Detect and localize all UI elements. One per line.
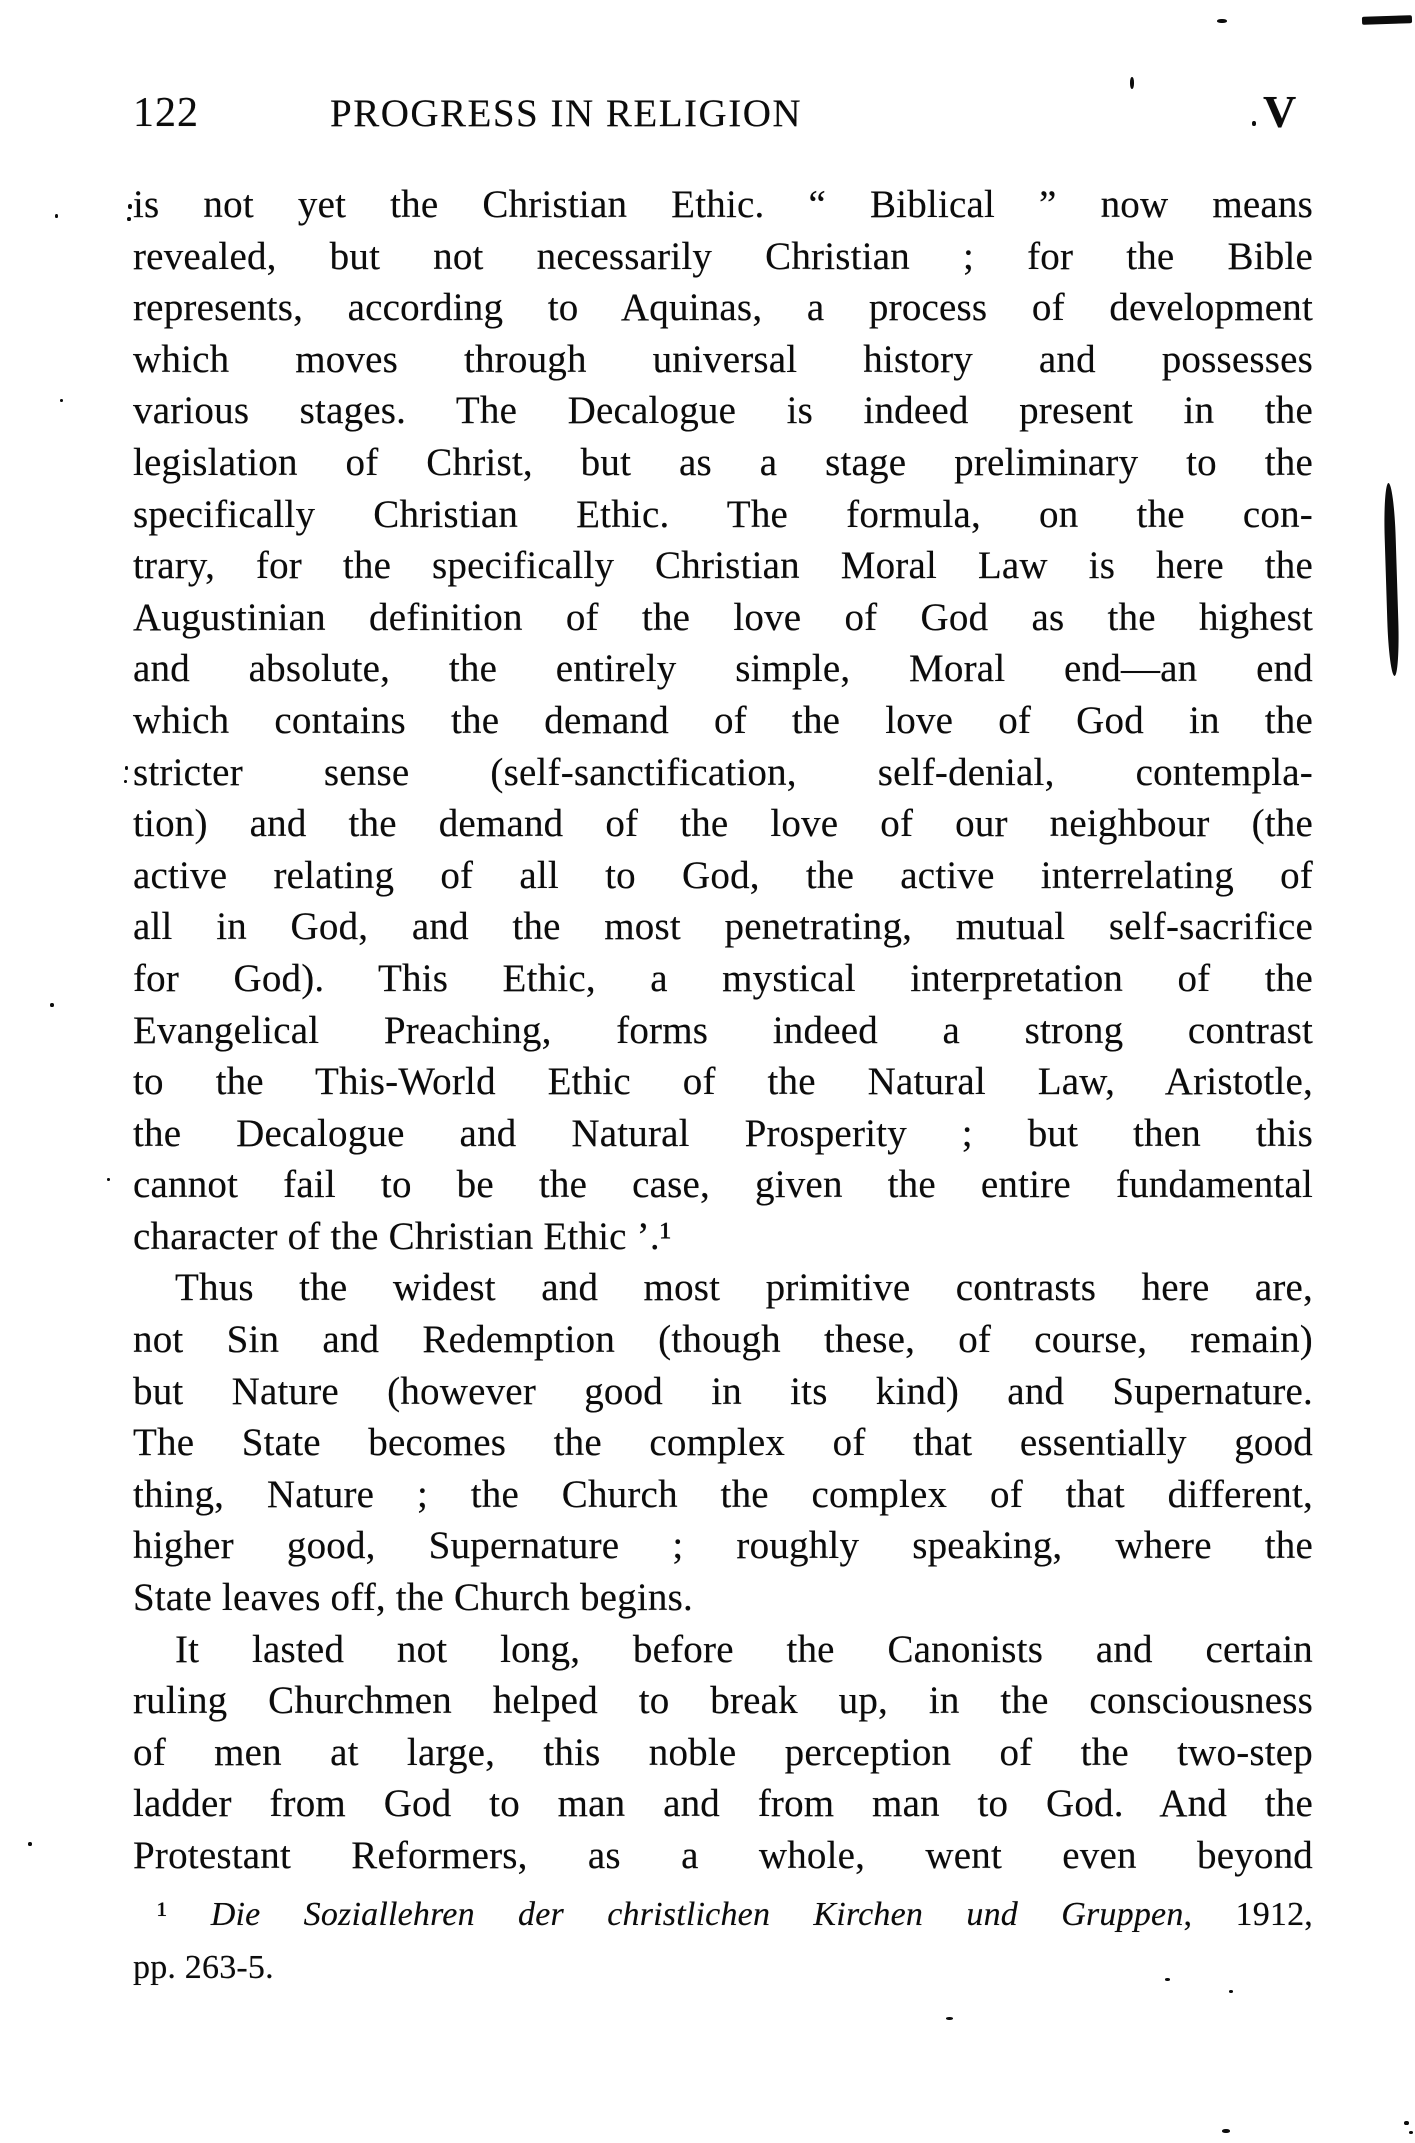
text-line: Augustinian definition of the love of God as the highest <box>133 595 1313 639</box>
speck <box>60 399 63 402</box>
speck <box>127 217 131 221</box>
running-title: PROGRESS IN RELIGION <box>330 92 803 135</box>
text-line: character of the Christian Ethic ’.¹ <box>133 1214 672 1258</box>
speck <box>107 1178 110 1181</box>
text-line: Protestant Reformers, as a whole, went even beyond <box>133 1834 1313 1877</box>
top-small-dash <box>1217 19 1227 23</box>
footnote-title-suffix: , 1912, <box>1183 1896 1314 1933</box>
body-text <box>133 179 1313 1882</box>
text-line: revealed, but not necessarily Christian ; for the Bible <box>133 234 1313 278</box>
text-line: stricter sense (self-sanctification, self-denial, contempla- <box>133 750 1313 794</box>
chapter-numeral: V <box>1263 86 1297 137</box>
dot-near-numeral <box>1252 121 1256 126</box>
speck <box>946 2017 953 2020</box>
text-line: all in God, and the most penetrating, mutual self-sacrifice <box>133 905 1313 949</box>
text-line: for God). This Ethic, a mystical interpretation of the <box>133 956 1313 1000</box>
speck <box>1222 2129 1230 2133</box>
speck <box>124 780 127 783</box>
text-line: State leaves off, the Church begins. <box>133 1576 693 1620</box>
footnote <box>133 1891 1313 1991</box>
text-line: to the This-World Ethic of the Natural Law, Aristotle, <box>133 1060 1313 1104</box>
text-line: trary, for the specifically Christian Moral Law is here the <box>133 544 1313 588</box>
speck <box>1404 2121 1409 2125</box>
right-margin-ink-blob <box>1383 483 1400 676</box>
page-number: 122 <box>133 90 199 136</box>
footnote-page-ref: pp. 263-5. <box>133 1949 274 1986</box>
text-line: tion) and the demand of the love of our neighbour (the <box>133 802 1313 846</box>
speck <box>128 204 132 209</box>
text-line: specifically Christian Ethic. The formula, on the con- <box>133 492 1313 536</box>
speck <box>1229 1990 1233 1993</box>
text-line: thing, Nature ; the Church the complex of that different, <box>133 1472 1313 1516</box>
text-line: It lasted not long, before the Canonists and certain <box>175 1627 1313 1671</box>
text-line: which moves through universal history and possesses <box>133 337 1313 381</box>
text-line: is not yet the Christian Ethic. “ Biblical ” now means <box>133 183 1313 226</box>
speck <box>1165 1978 1170 1981</box>
speck <box>50 1003 54 1007</box>
text-line: active relating of all to God, the active interrelating of <box>133 853 1313 897</box>
text-line: The State becomes the complex of that essentially good <box>133 1421 1313 1465</box>
footnote-title: Die Soziallehren der christlichen Kirchen und Gruppen <box>210 1896 1184 1933</box>
speck <box>28 1842 32 1846</box>
text-line: which contains the demand of the love of God in the <box>133 698 1313 742</box>
top-right-corner-dash <box>1362 15 1412 25</box>
text-line: ladder from God to man and from man to God. And the <box>133 1782 1313 1826</box>
footnote-line-1 <box>133 1891 1313 1938</box>
text-line: ruling Churchmen helped to break up, in the consciousness <box>133 1679 1313 1723</box>
speck <box>55 214 58 218</box>
text-line: Thus the widest and most primitive contrasts here are, <box>175 1266 1313 1310</box>
margin-tick <box>1130 77 1134 89</box>
text-line: represents, according to Aquinas, a process of development <box>133 286 1313 330</box>
speck <box>1409 2131 1413 2134</box>
speck <box>125 766 128 770</box>
text-line: the Decalogue and Natural Prosperity ; but then this <box>133 1111 1313 1155</box>
text-line: but Nature (however good in its kind) and Supernature. <box>133 1369 1313 1413</box>
text-line: higher good, Supernature ; roughly speaking, where the <box>133 1524 1313 1568</box>
text-line: not Sin and Redemption (though these, of course, remain) <box>133 1318 1313 1362</box>
footnote-marker: ¹ <box>157 1896 168 1933</box>
text-line: various stages. The Decalogue is indeed present in the <box>133 389 1313 433</box>
text-line: of men at large, this noble perception of the two-step <box>133 1730 1313 1774</box>
text-line: Evangelical Preaching, forms indeed a strong contrast <box>133 1008 1313 1052</box>
text-line: and absolute, the entirely simple, Moral end—an end <box>133 647 1313 691</box>
text-line: cannot fail to be the case, given the entire fundamental <box>133 1163 1313 1207</box>
text-line: legislation of Christ, but as a stage preliminary to the <box>133 440 1313 484</box>
